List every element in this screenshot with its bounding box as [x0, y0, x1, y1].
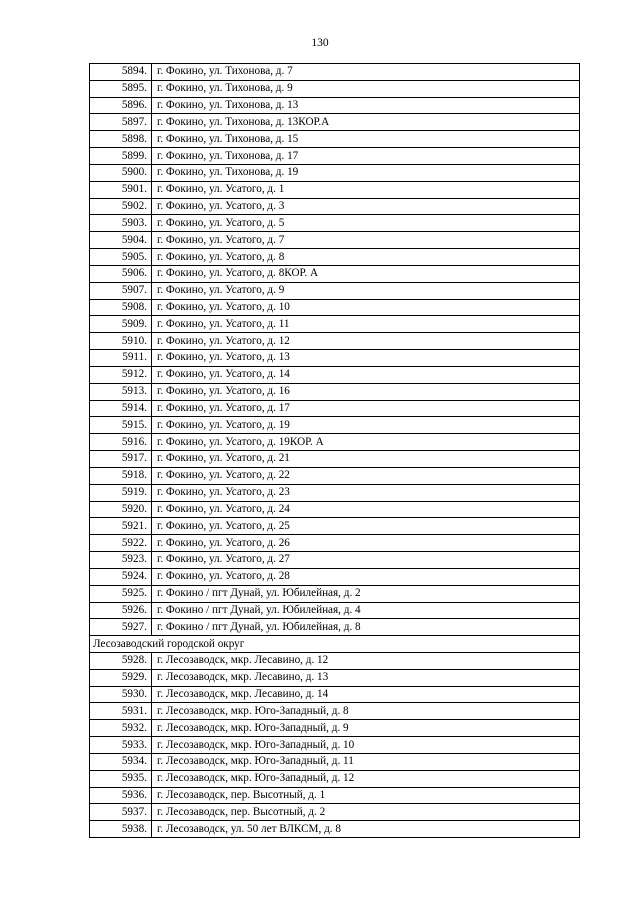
- table-row: [90, 333, 580, 350]
- row-number: 5916.: [90, 434, 152, 451]
- row-address: г. Фокино, ул. Усатого, д. 19: [152, 417, 580, 434]
- section-header: Лесозаводский городской округ: [90, 636, 580, 653]
- row-number: 5904.: [90, 232, 152, 249]
- page-number: 130: [311, 37, 329, 49]
- row-number: 5915.: [90, 417, 152, 434]
- table-row: [90, 114, 580, 131]
- table-row: [90, 366, 580, 383]
- row-number: 5924.: [90, 568, 152, 585]
- table-row: [90, 232, 580, 249]
- row-number: 5894.: [90, 64, 152, 81]
- table-row: [90, 669, 580, 686]
- row-number: 5899.: [90, 148, 152, 165]
- row-number: 5909.: [90, 316, 152, 333]
- row-address: г. Фокино, ул. Усатого, д. 19КОР. А: [152, 434, 580, 451]
- row-number: 5918.: [90, 467, 152, 484]
- table-row: [90, 484, 580, 501]
- row-address: г. Фокино, ул. Усатого, д. 16: [152, 383, 580, 400]
- table-row: [90, 131, 580, 148]
- address-table-body: [90, 64, 580, 838]
- row-number: 5902.: [90, 198, 152, 215]
- row-number: 5920.: [90, 501, 152, 518]
- row-number: 5926.: [90, 602, 152, 619]
- row-number: 5928.: [90, 652, 152, 669]
- row-address: г. Лесозаводск, мкр. Лесавино, д. 12: [152, 652, 580, 669]
- row-number: 5923.: [90, 552, 152, 569]
- row-address: г. Фокино, ул. Тихонова, д. 19: [152, 164, 580, 181]
- table-row: [90, 501, 580, 518]
- table-row: [90, 417, 580, 434]
- row-number: 5935.: [90, 770, 152, 787]
- row-number: 5919.: [90, 484, 152, 501]
- table-row: [90, 753, 580, 770]
- row-address: г. Фокино, ул. Усатого, д. 26: [152, 535, 580, 552]
- table-row: [90, 451, 580, 468]
- row-number: 5917.: [90, 451, 152, 468]
- table-row: [90, 400, 580, 417]
- row-number: 5934.: [90, 753, 152, 770]
- row-number: 5921.: [90, 518, 152, 535]
- row-address: г. Фокино, ул. Тихонова, д. 15: [152, 131, 580, 148]
- row-address: г. Фокино, ул. Тихонова, д. 13КОР.А: [152, 114, 580, 131]
- row-address: г. Фокино / пгт Дунай, ул. Юбилейная, д. 2: [152, 585, 580, 602]
- row-address: г. Фокино, ул. Усатого, д. 11: [152, 316, 580, 333]
- row-number: 5912.: [90, 366, 152, 383]
- row-address: г. Фокино, ул. Тихонова, д. 7: [152, 64, 580, 81]
- table-row: [90, 737, 580, 754]
- row-address: г. Фокино, ул. Усатого, д. 13: [152, 350, 580, 367]
- row-address: г. Фокино, ул. Усатого, д. 12: [152, 333, 580, 350]
- table-row: [90, 265, 580, 282]
- row-address: г. Фокино, ул. Усатого, д. 23: [152, 484, 580, 501]
- table-row: [90, 181, 580, 198]
- table-row: [90, 602, 580, 619]
- table-row: [90, 299, 580, 316]
- row-number: 5896.: [90, 97, 152, 114]
- table-row: [90, 535, 580, 552]
- row-address: г. Фокино, ул. Усатого, д. 14: [152, 366, 580, 383]
- row-address: г. Фокино, ул. Усатого, д. 28: [152, 568, 580, 585]
- row-address: г. Фокино, ул. Тихонова, д. 9: [152, 80, 580, 97]
- table-row: [90, 80, 580, 97]
- row-number: 5931.: [90, 703, 152, 720]
- row-address: г. Фокино, ул. Усатого, д. 24: [152, 501, 580, 518]
- row-number: 5913.: [90, 383, 152, 400]
- table-row: [90, 585, 580, 602]
- row-address: г. Фокино, ул. Усатого, д. 10: [152, 299, 580, 316]
- row-address: г. Лесозаводск, мкр. Лесавино, д. 14: [152, 686, 580, 703]
- row-address: г. Фокино / пгт Дунай, ул. Юбилейная, д. 4: [152, 602, 580, 619]
- row-number: 5911.: [90, 350, 152, 367]
- row-address: г. Фокино, ул. Тихонова, д. 17: [152, 148, 580, 165]
- table-row: [90, 148, 580, 165]
- table-row: [90, 652, 580, 669]
- row-number: 5908.: [90, 299, 152, 316]
- row-number: 5910.: [90, 333, 152, 350]
- row-number: 5937.: [90, 804, 152, 821]
- row-number: 5925.: [90, 585, 152, 602]
- row-address: г. Фокино, ул. Усатого, д. 3: [152, 198, 580, 215]
- row-number: 5907.: [90, 282, 152, 299]
- table-row: [90, 316, 580, 333]
- table-row: [90, 350, 580, 367]
- row-address: г. Лесозаводск, мкр. Лесавино, д. 13: [152, 669, 580, 686]
- table-row: [90, 686, 580, 703]
- row-number: 5933.: [90, 737, 152, 754]
- row-address: г. Фокино, ул. Усатого, д. 5: [152, 215, 580, 232]
- row-number: 5932.: [90, 720, 152, 737]
- row-address: г. Фокино, ул. Усатого, д. 22: [152, 467, 580, 484]
- table-row: [90, 434, 580, 451]
- row-address: г. Фокино / пгт Дунай, ул. Юбилейная, д. 8: [152, 619, 580, 636]
- row-number: 5922.: [90, 535, 152, 552]
- table-row: [90, 518, 580, 535]
- row-address: г. Фокино, ул. Усатого, д. 9: [152, 282, 580, 299]
- row-number: 5897.: [90, 114, 152, 131]
- row-address: г. Лесозаводск, мкр. Юго-Западный, д. 9: [152, 720, 580, 737]
- row-address: г. Фокино, ул. Усатого, д. 1: [152, 181, 580, 198]
- section-header-row: [90, 636, 580, 653]
- table-row: [90, 804, 580, 821]
- row-address: г. Фокино, ул. Усатого, д. 8КОР. А: [152, 265, 580, 282]
- row-number: 5936.: [90, 787, 152, 804]
- row-address: г. Фокино, ул. Усатого, д. 17: [152, 400, 580, 417]
- row-address: г. Лесозаводск, мкр. Юго-Западный, д. 11: [152, 753, 580, 770]
- table-row: [90, 164, 580, 181]
- table-row: [90, 770, 580, 787]
- row-number: 5900.: [90, 164, 152, 181]
- table-row: [90, 467, 580, 484]
- table-row: [90, 215, 580, 232]
- row-number: 5927.: [90, 619, 152, 636]
- row-number: 5914.: [90, 400, 152, 417]
- row-address: г. Фокино, ул. Усатого, д. 7: [152, 232, 580, 249]
- table-row: [90, 383, 580, 400]
- row-address: г. Лесозаводск, мкр. Юго-Западный, д. 10: [152, 737, 580, 754]
- row-address: г. Лесозаводск, ул. 50 лет ВЛКСМ, д. 8: [152, 821, 580, 838]
- row-number: 5895.: [90, 80, 152, 97]
- table-row: [90, 282, 580, 299]
- row-address: г. Лесозаводск, пер. Высотный, д. 2: [152, 804, 580, 821]
- table-row: [90, 821, 580, 838]
- row-number: 5898.: [90, 131, 152, 148]
- row-number: 5938.: [90, 821, 152, 838]
- row-address: г. Фокино, ул. Усатого, д. 21: [152, 451, 580, 468]
- row-number: 5905.: [90, 249, 152, 266]
- table-row: [90, 568, 580, 585]
- table-row: [90, 703, 580, 720]
- table-row: [90, 249, 580, 266]
- row-number: 5906.: [90, 265, 152, 282]
- table-row: [90, 720, 580, 737]
- row-address: г. Лесозаводск, пер. Высотный, д. 1: [152, 787, 580, 804]
- table-row: [90, 787, 580, 804]
- address-table: [89, 63, 580, 838]
- row-number: 5903.: [90, 215, 152, 232]
- row-address: г. Фокино, ул. Усатого, д. 25: [152, 518, 580, 535]
- table-row: [90, 97, 580, 114]
- row-number: 5929.: [90, 669, 152, 686]
- table-row: [90, 552, 580, 569]
- row-address: г. Фокино, ул. Усатого, д. 8: [152, 249, 580, 266]
- row-address: г. Лесозаводск, мкр. Юго-Западный, д. 12: [152, 770, 580, 787]
- row-address: г. Лесозаводск, мкр. Юго-Западный, д. 8: [152, 703, 580, 720]
- row-address: г. Фокино, ул. Тихонова, д. 13: [152, 97, 580, 114]
- row-address: г. Фокино, ул. Усатого, д. 27: [152, 552, 580, 569]
- table-row: [90, 198, 580, 215]
- table-row: [90, 619, 580, 636]
- row-number: 5901.: [90, 181, 152, 198]
- table-row: [90, 64, 580, 81]
- row-number: 5930.: [90, 686, 152, 703]
